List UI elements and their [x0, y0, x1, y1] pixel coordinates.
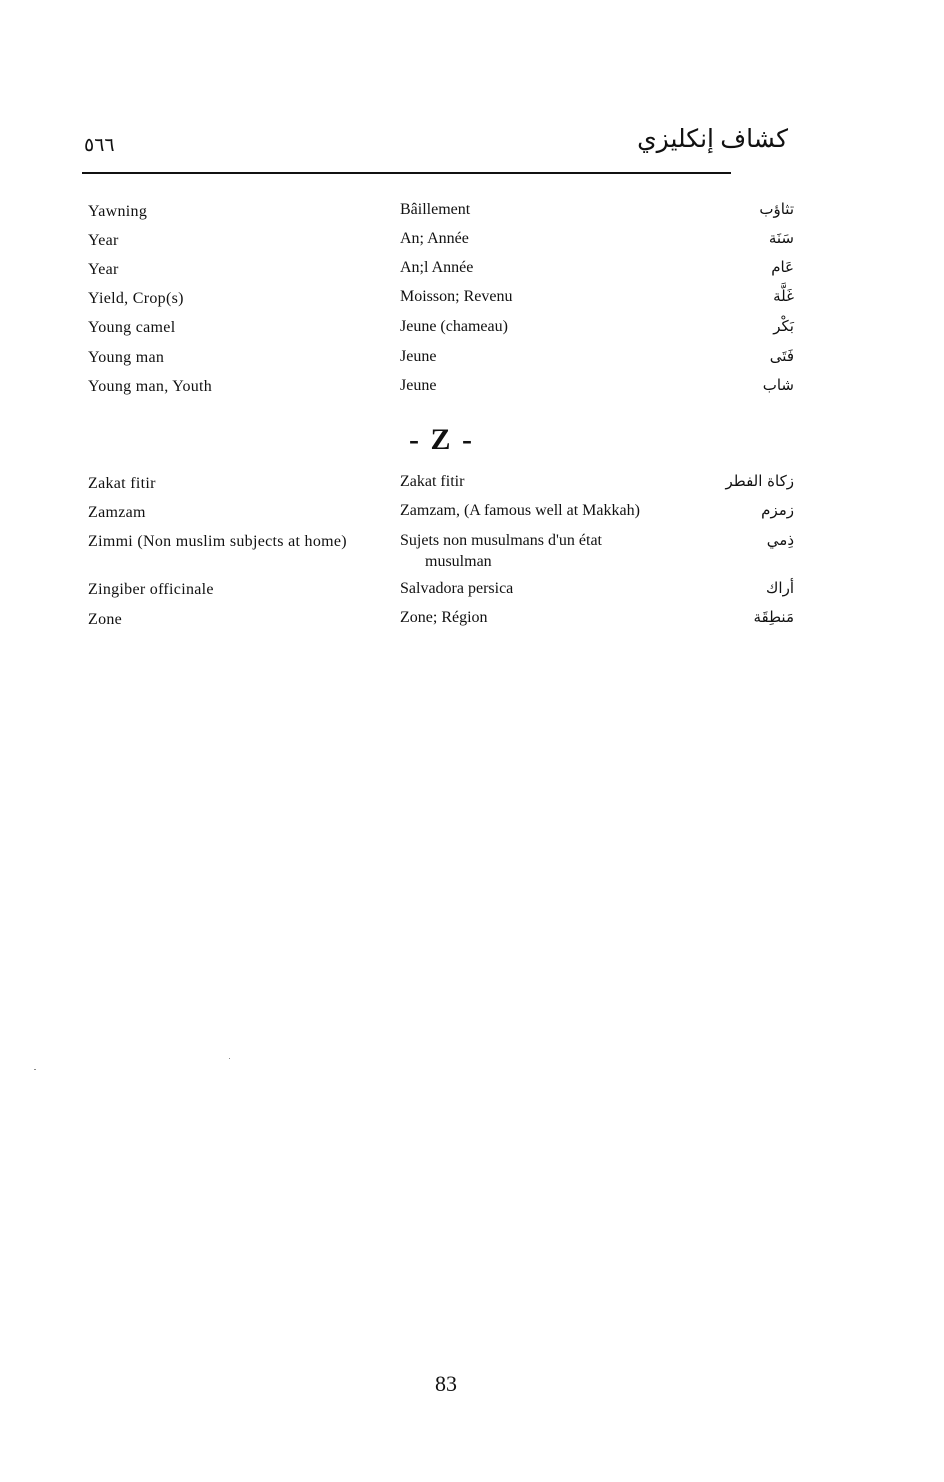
- arabic-term: أراك: [766, 579, 794, 597]
- english-term: Year: [88, 261, 119, 278]
- scan-speck: [229, 1058, 230, 1059]
- arabic-term: تثاؤب: [759, 200, 794, 218]
- english-term: Year: [88, 232, 119, 249]
- french-term-line-2: musulman: [425, 553, 492, 570]
- french-term: Jeune: [400, 377, 437, 394]
- header-rule: [82, 172, 731, 174]
- french-term: An; Année: [400, 230, 469, 247]
- french-term: Zakat fitir: [400, 473, 465, 490]
- french-term: An;l Année: [400, 259, 474, 276]
- french-term: Salvadora persica: [400, 580, 514, 597]
- arabic-term: عَام: [771, 258, 794, 276]
- english-term: Young man, Youth: [88, 378, 213, 395]
- english-term: Young camel: [88, 319, 176, 336]
- arabic-term: مَنطِقَة: [753, 608, 794, 626]
- french-term: Jeune (chameau): [400, 318, 508, 335]
- french-term: Jeune: [400, 348, 437, 365]
- french-term-line-1: Sujets non musulmans d'un état: [400, 532, 602, 549]
- english-term: Zingiber officinale: [88, 581, 214, 598]
- arabic-term: فَتَى: [769, 347, 794, 365]
- english-term: Zimmi (Non muslim subjects at home): [88, 533, 347, 550]
- english-term: Yield, Crop(s): [88, 290, 184, 307]
- english-term: Zone: [88, 611, 123, 628]
- arabic-term: بَكْر: [773, 317, 794, 335]
- french-term: Bâillement: [400, 201, 471, 218]
- arabic-term: ذِمي: [766, 531, 794, 549]
- english-term: Zakat fitir: [88, 475, 156, 492]
- arabic-term: غَلَّة: [773, 287, 794, 305]
- section-heading: - Z -: [409, 423, 474, 456]
- page-number: 83: [435, 1371, 457, 1396]
- french-term: Zone; Région: [400, 609, 488, 626]
- english-term: Yawning: [88, 203, 148, 220]
- arabic-term: زمزم: [761, 501, 794, 519]
- english-term: Young man: [88, 349, 165, 366]
- english-term: Zamzam: [88, 504, 146, 521]
- arabic-term: زكاة الفطر: [725, 472, 794, 490]
- page-number-arabic: ٥٦٦: [84, 135, 115, 156]
- french-term: Zamzam, (A famous well at Makkah): [400, 502, 640, 519]
- scan-speck: [34, 1069, 36, 1070]
- arabic-term: شاب: [762, 376, 794, 394]
- page-title: كشاف إنكليزي: [637, 126, 788, 153]
- french-term: Moisson; Revenu: [400, 288, 513, 305]
- arabic-term: سَنَة: [768, 229, 794, 247]
